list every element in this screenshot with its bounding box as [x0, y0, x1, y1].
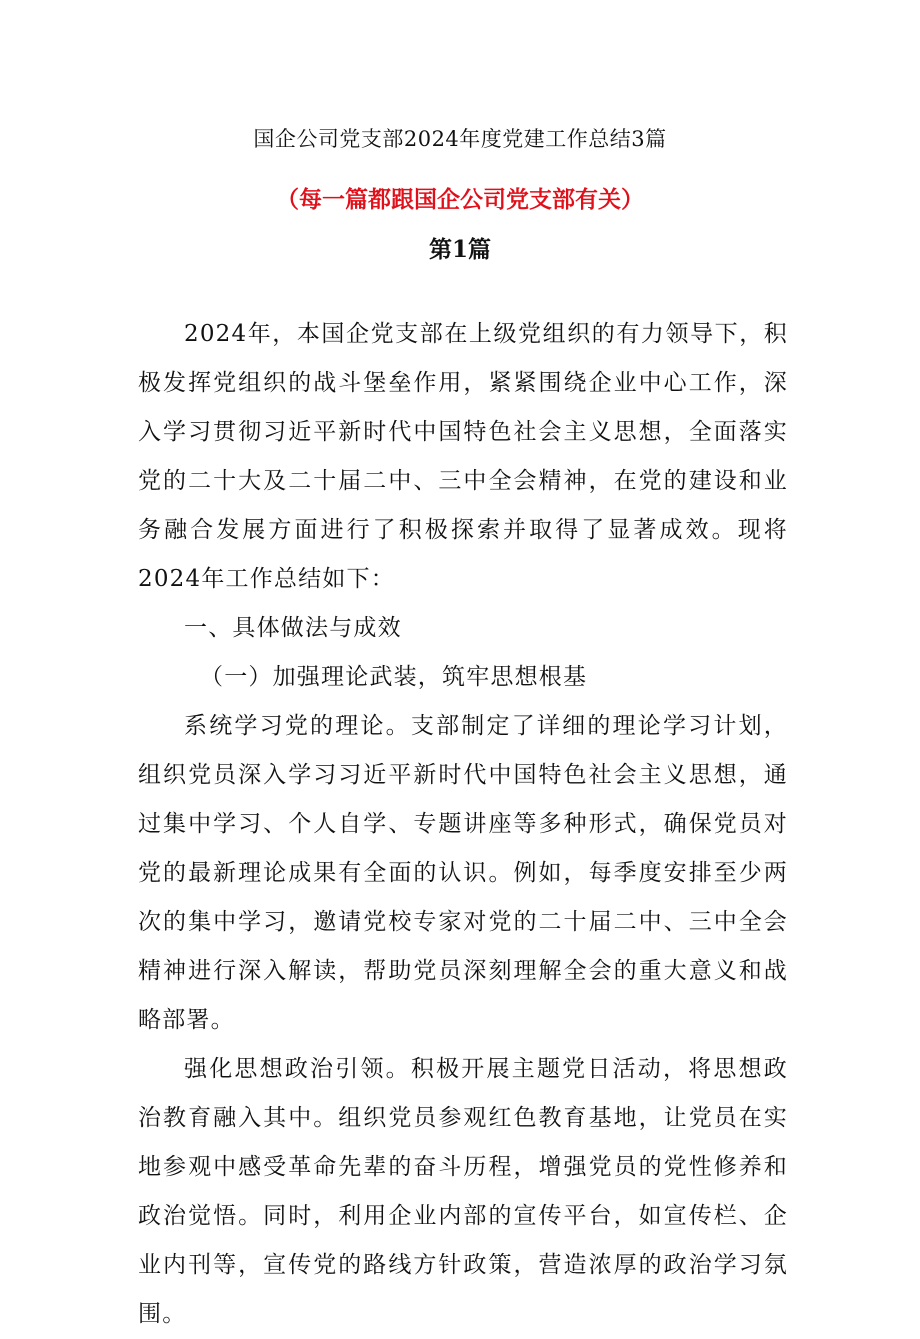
document-title: 国企公司党支部2024年度党建工作总结3篇 — [253, 127, 667, 151]
paragraph-theory-study: 系统学习党的理论。支部制定了详细的理论学习计划，组织党员深入学习习近平新时代中国特色社会主义思想，通过集中学习、个人自学、专题讲座等多种形式，确保党员对党的最新理论成果有全面的认识。例如，每季度安排至少两次的集中学习，邀请党校专家对党的二十届二中、三中全会精神进行深入解读，帮助党员深刻理解全会的重大意义和战略部署。 — [138, 713, 788, 1033]
intro-paragraph: 2024年，本国企党支部在上级党组织的有力领导下，积极发挥党组织的战斗堡垒作用，紧紧围绕企业中心工作，深入学习贯彻习近平新时代中国特色社会主义思想，全面落实党的二十大及二十届二中、三中全会精神，在党的建设和业务融合发展方面进行了积极探索并取得了显著成效。现将2024年工作总结如下： — [138, 321, 788, 592]
heading-level-2: （一）加强理论武装，筑牢思想根基 — [200, 664, 588, 690]
section-heading: 第1篇 — [428, 236, 491, 263]
document-body — [138, 310, 788, 1339]
heading-level-1: 一、具体做法与成效 — [184, 615, 402, 641]
document-subtitle: （每一篇都跟国企公司党支部有关） — [276, 186, 644, 213]
paragraph-political-guidance: 强化思想政治引领。积极开展主题党日活动，将思想政治教育融入其中。组织党员参观红色教育基地，让党员在实地参观中感受革命先辈的奋斗历程，增强党员的党性修养和政治觉悟。同时，利用企业内部的宣传平台，如宣传栏、企业内刊等，宣传党的路线方针政策，营造浓厚的政治学习氛围。 — [138, 1056, 788, 1327]
